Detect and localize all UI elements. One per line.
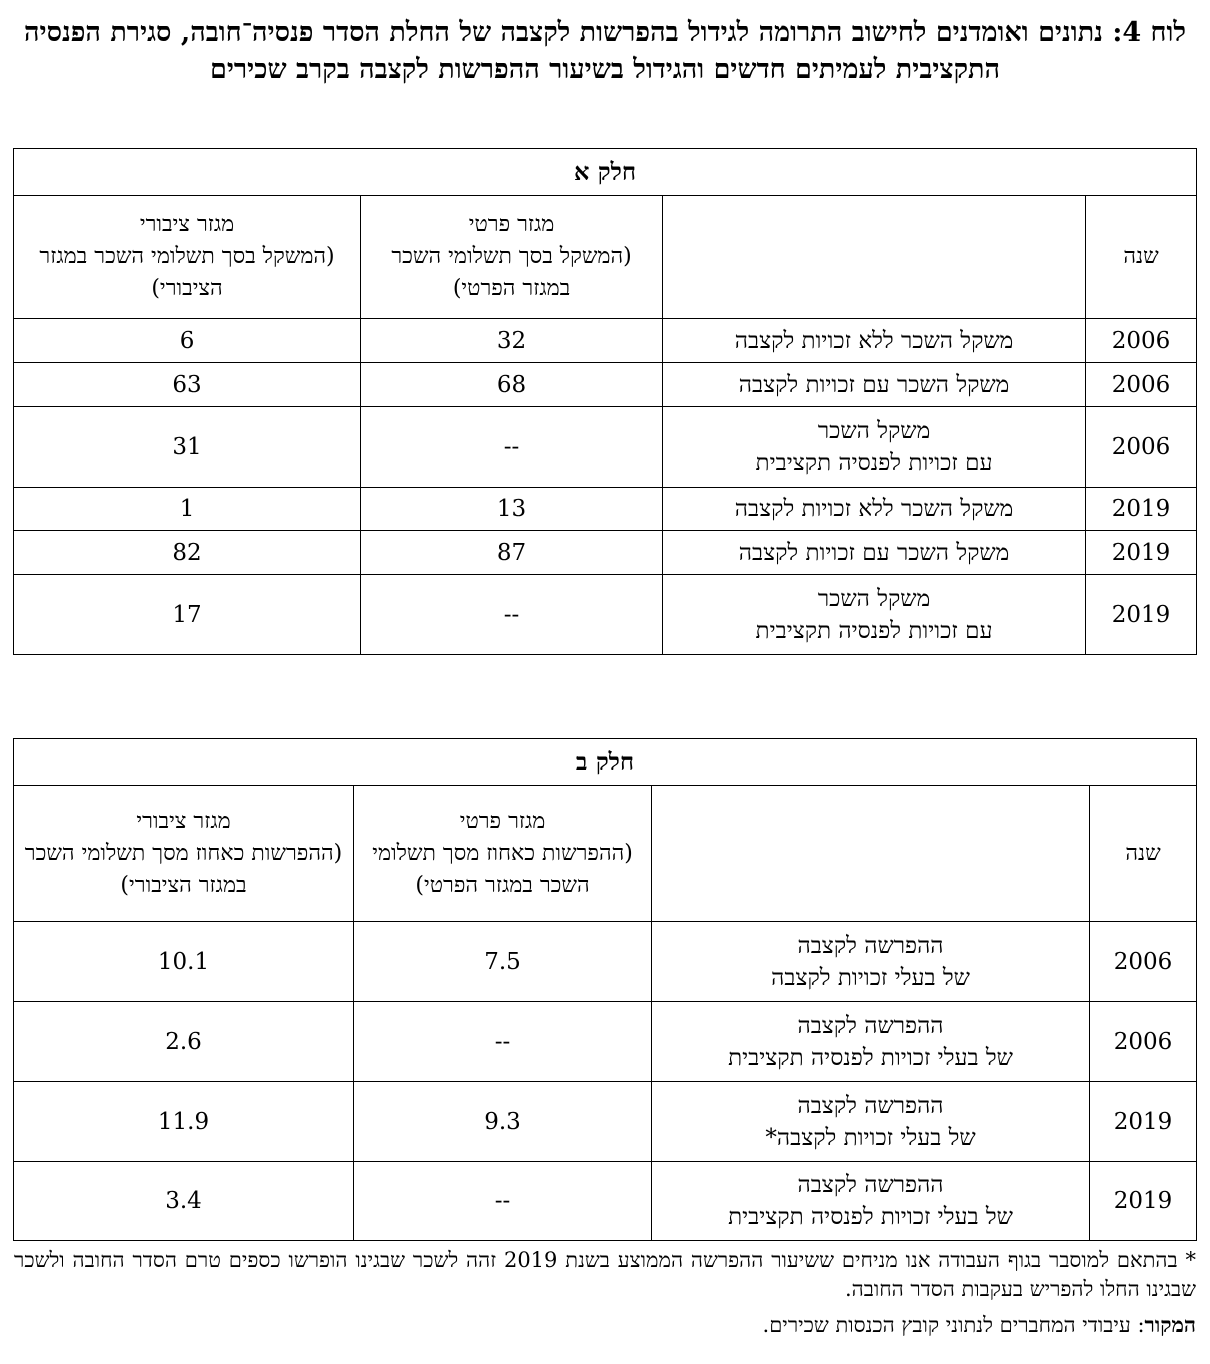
private-value-cell: -- bbox=[354, 1002, 652, 1082]
year-cell: 2019 bbox=[1086, 488, 1197, 531]
header-private-sector bbox=[361, 196, 663, 319]
private-value-cell: -- bbox=[354, 1162, 652, 1241]
table-row bbox=[14, 922, 1197, 1002]
table-row bbox=[14, 488, 1197, 531]
year-cell: 2019 bbox=[1090, 1162, 1197, 1241]
table-row bbox=[14, 1162, 1197, 1241]
source-note bbox=[14, 1310, 1196, 1340]
description-cell: משקל השכר עם זכויות לקצבה bbox=[663, 363, 1086, 407]
table-row bbox=[14, 407, 1197, 488]
table-row bbox=[14, 1082, 1197, 1162]
private-value-cell: -- bbox=[361, 575, 663, 655]
public-value-cell: 1 bbox=[14, 488, 361, 531]
private-value-cell: 9.3 bbox=[354, 1082, 652, 1162]
public-value-cell: 6 bbox=[14, 319, 361, 363]
year-cell: 2006 bbox=[1090, 1002, 1197, 1082]
table-row bbox=[14, 1002, 1197, 1082]
header-year: שנה bbox=[1090, 786, 1197, 922]
table-row bbox=[14, 531, 1197, 575]
header-public-sector bbox=[14, 196, 361, 319]
footnote: * בהתאם למוסבר בגוף העבודה אנו מניחים ששיעור ההפרשה הממוצע בשנת 2019 זהה לשכר שבגינו הופרשו כספים טרם הסדר החובה ולשכר שבגינו החלו להפריש בעקבות הסדר החובה. bbox=[14, 1248, 1197, 1301]
header-private-sector bbox=[354, 786, 652, 922]
part-a-caption: חלק א bbox=[14, 149, 1197, 196]
description-cell: ההפרשה לקצבה של בעלי זכויות לפנסיה תקציבית bbox=[652, 1162, 1090, 1241]
year-cell: 2006 bbox=[1086, 319, 1197, 363]
private-value-cell: 68 bbox=[361, 363, 663, 407]
private-value-cell: 87 bbox=[361, 531, 663, 575]
year-cell: 2006 bbox=[1086, 363, 1197, 407]
part-a-table bbox=[13, 148, 1197, 655]
year-cell: 2006 bbox=[1090, 922, 1197, 1002]
source-text: : עיבודי המחברים לנתוני קובץ הכנסות שכירים. bbox=[762, 1313, 1145, 1337]
public-value-cell: 17 bbox=[14, 575, 361, 655]
public-value-cell: 63 bbox=[14, 363, 361, 407]
source-label: המקור bbox=[1144, 1312, 1196, 1337]
year-cell: 2019 bbox=[1086, 531, 1197, 575]
public-value-cell: 2.6 bbox=[14, 1002, 354, 1082]
table-row bbox=[14, 319, 1197, 363]
header-description bbox=[652, 786, 1090, 922]
private-value-cell: 7.5 bbox=[354, 922, 652, 1002]
public-value-cell: 82 bbox=[14, 531, 361, 575]
header-year: שנה bbox=[1086, 196, 1197, 319]
header-description bbox=[663, 196, 1086, 319]
description-cell: משקל השכר עם זכויות לקצבה bbox=[663, 531, 1086, 575]
description-cell: ההפרשה לקצבה של בעלי זכויות לקצבה* bbox=[652, 1082, 1090, 1162]
table-title: לוח 4: נתונים ואומדנים לחישוב התרומה לגידול בהפרשות לקצבה של החלת הסדר פנסיה־חובה, סגירת הפנסיה התקציבית לעמיתים חדשים והגידול בשיעור ההפרשות לקצבה בקרב שכירים bbox=[23, 17, 1187, 85]
public-value-cell: 10.1 bbox=[14, 922, 354, 1002]
table-row bbox=[14, 363, 1197, 407]
private-value-cell: 32 bbox=[361, 319, 663, 363]
header-public-sector bbox=[14, 786, 354, 922]
description-cell: משקל השכר ללא זכויות לקצבה bbox=[663, 488, 1086, 531]
part-b-table bbox=[13, 738, 1197, 1241]
year-cell: 2006 bbox=[1086, 407, 1197, 488]
year-cell: 2019 bbox=[1090, 1082, 1197, 1162]
description-cell: ההפרשה לקצבה של בעלי זכויות לקצבה bbox=[652, 922, 1090, 1002]
year-cell: 2019 bbox=[1086, 575, 1197, 655]
private-value-cell: -- bbox=[361, 407, 663, 488]
header-public-title: מגזר ציבורי bbox=[139, 212, 235, 237]
public-value-cell: 11.9 bbox=[14, 1082, 354, 1162]
description-cell: משקל השכר ללא זכויות לקצבה bbox=[663, 319, 1086, 363]
description-cell: משקל השכר עם זכויות לפנסיה תקציבית bbox=[663, 407, 1086, 488]
part-b-caption: חלק ב bbox=[14, 739, 1197, 786]
header-private-subtitle: (המשקל בסך תשלומי השכר במגזר הפרטי) bbox=[391, 244, 632, 301]
header-public-subtitle: (המשקל בסך תשלומי השכר במגזר הציבורי) bbox=[39, 244, 335, 301]
private-value-cell: 13 bbox=[361, 488, 663, 531]
header-private-subtitle: (ההפרשות כאחוז מסך תשלומי השכר במגזר הפרטי) bbox=[372, 840, 633, 898]
table-row bbox=[14, 575, 1197, 655]
header-private-title: מגזר פרטי bbox=[468, 212, 555, 237]
description-cell: משקל השכר עם זכויות לפנסיה תקציבית bbox=[663, 575, 1086, 655]
header-public-subtitle: (ההפרשות כאחוז מסך תשלומי השכר במגזר הציבורי) bbox=[24, 840, 343, 898]
description-cell: ההפרשה לקצבה של בעלי זכויות לפנסיה תקציבית bbox=[652, 1002, 1090, 1082]
header-public-title: מגזר ציבורי bbox=[136, 808, 231, 834]
public-value-cell: 31 bbox=[14, 407, 361, 488]
public-value-cell: 3.4 bbox=[14, 1162, 354, 1241]
header-private-title: מגזר פרטי bbox=[459, 808, 546, 834]
